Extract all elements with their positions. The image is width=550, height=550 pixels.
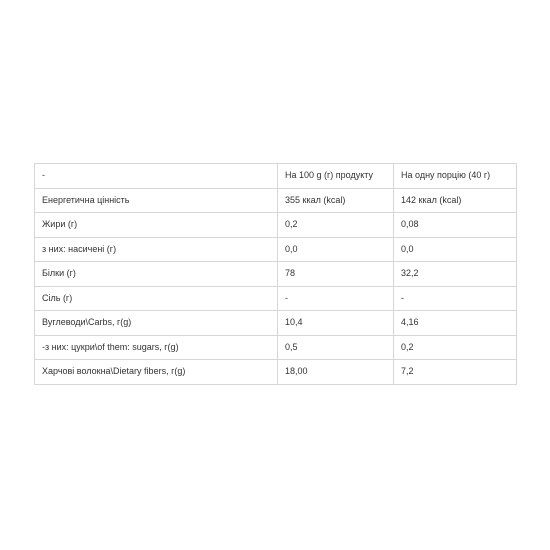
table-row	[35, 335, 517, 360]
row-per-serving-cell: 0,0	[394, 237, 517, 262]
nutrition-table	[34, 163, 517, 385]
row-label-cell: Харчові волокна\Dietary fibers, г(g)	[35, 360, 278, 385]
table-row	[35, 213, 517, 238]
nutrition-table-container	[34, 163, 516, 385]
row-label-cell: Жири (г)	[35, 213, 278, 238]
row-per-serving-cell: 7,2	[394, 360, 517, 385]
row-label-cell: Енергетична цінність	[35, 188, 278, 213]
row-per-100g-cell: -	[278, 286, 394, 311]
row-per-serving-cell: 32,2	[394, 262, 517, 287]
row-per-100g-cell: 0,0	[278, 237, 394, 262]
row-per-serving-cell: 0,2	[394, 335, 517, 360]
table-header-row	[35, 164, 517, 189]
row-label-cell: Сіль (г)	[35, 286, 278, 311]
row-per-serving-cell: 0,08	[394, 213, 517, 238]
table-row	[35, 360, 517, 385]
table-row	[35, 311, 517, 336]
table-row	[35, 188, 517, 213]
row-per-100g-cell: 78	[278, 262, 394, 287]
row-label-cell: Вуглеводи\Carbs, г(g)	[35, 311, 278, 336]
header-per-serving-cell: На одну порцію (40 г)	[394, 164, 517, 189]
row-per-100g-cell: 0,5	[278, 335, 394, 360]
row-per-serving-cell: 4,16	[394, 311, 517, 336]
row-per-100g-cell: 355 ккал (kcal)	[278, 188, 394, 213]
row-per-100g-cell: 18,00	[278, 360, 394, 385]
table-row	[35, 262, 517, 287]
row-label-cell: Білки (г)	[35, 262, 278, 287]
row-per-100g-cell: 10,4	[278, 311, 394, 336]
row-label-cell: з них: насичені (г)	[35, 237, 278, 262]
header-label-cell: -	[35, 164, 278, 189]
table-row	[35, 286, 517, 311]
row-per-serving-cell: -	[394, 286, 517, 311]
table-row	[35, 237, 517, 262]
row-label-cell: -з них: цукри\of them: sugars, г(g)	[35, 335, 278, 360]
row-per-serving-cell: 142 ккал (kcal)	[394, 188, 517, 213]
header-per-100g-cell: На 100 g (г) продукту	[278, 164, 394, 189]
row-per-100g-cell: 0,2	[278, 213, 394, 238]
